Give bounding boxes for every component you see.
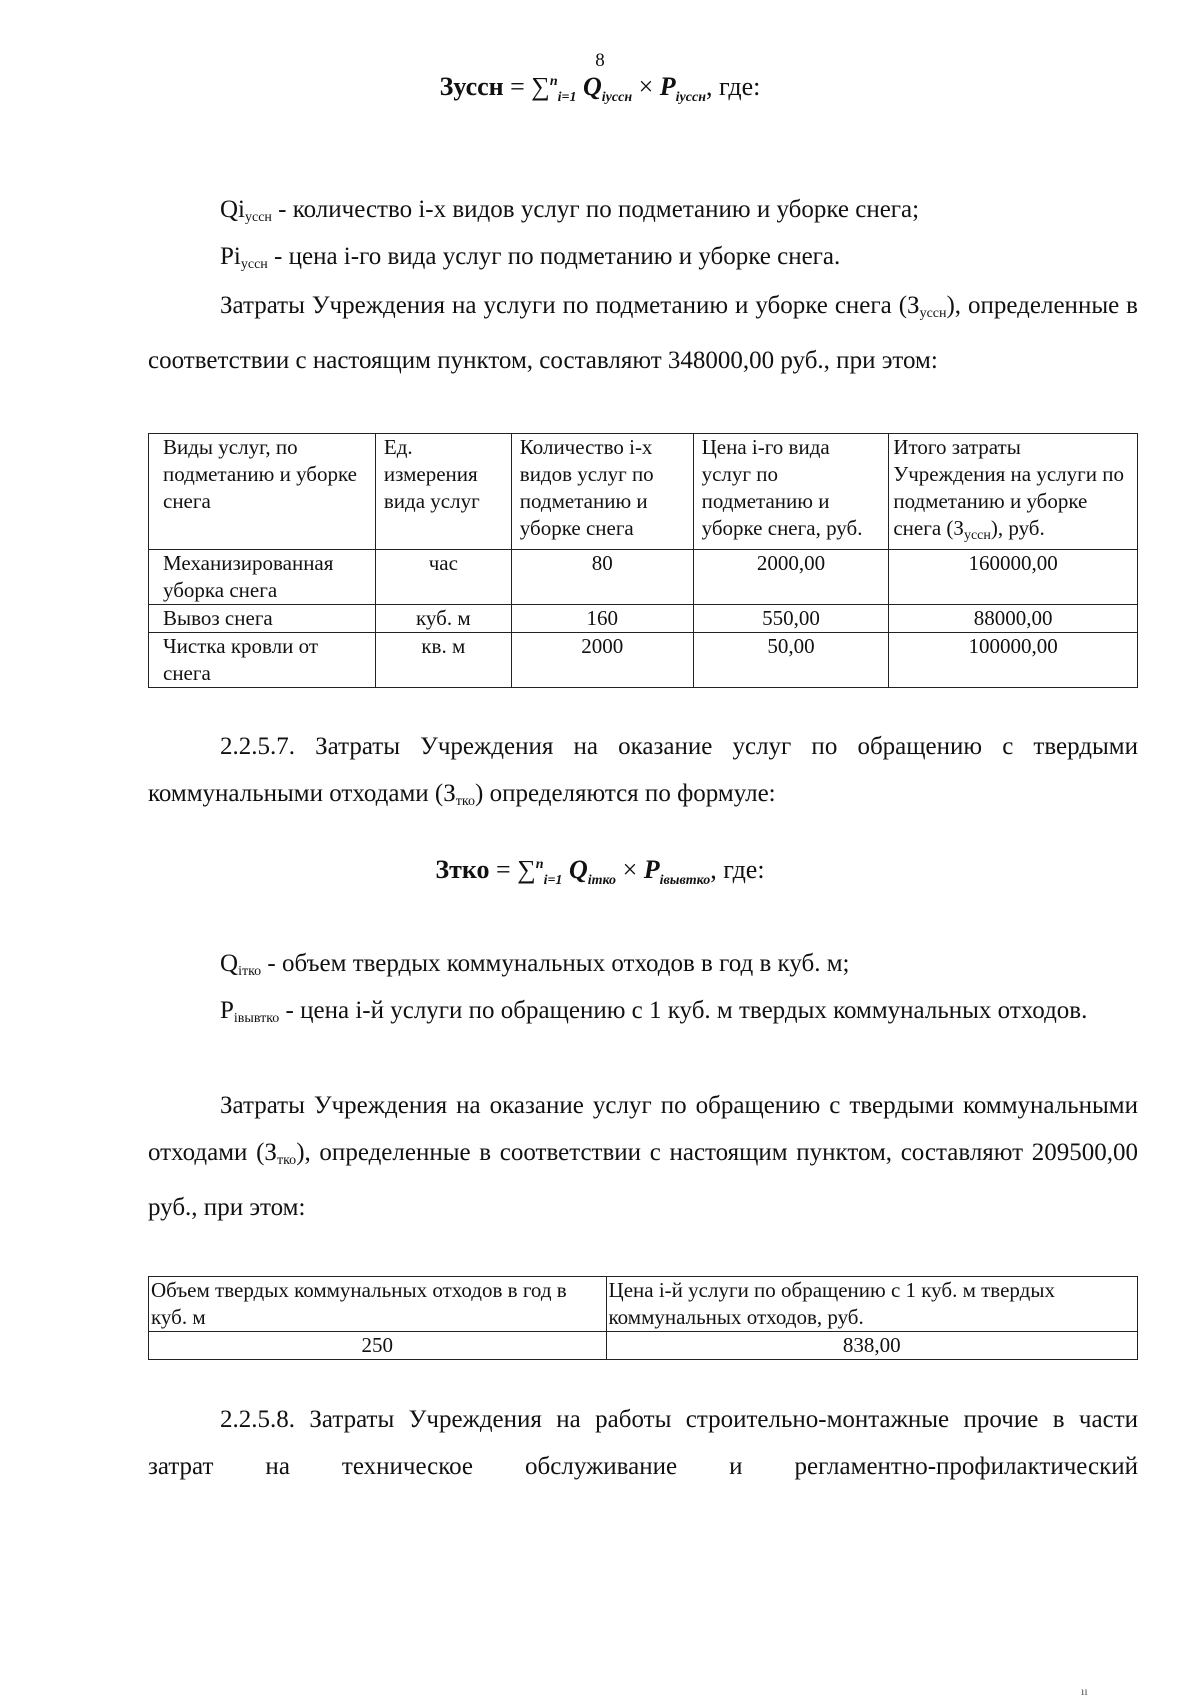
paragraph-waste-intro <box>148 723 1138 825</box>
table-cell: 160 <box>511 605 693 633</box>
table-cell: 50,00 <box>693 633 889 688</box>
table-cell: час <box>375 550 511 605</box>
paragraph-text: ) определяются по формуле: <box>475 780 776 807</box>
sum-symbol-icon: ∑ <box>517 855 536 884</box>
table-cell: 2000 <box>511 633 693 688</box>
times-icon: × <box>622 855 644 884</box>
formula-tail: где: <box>723 855 765 884</box>
formula-equals: = <box>496 855 518 884</box>
formula-q: Q <box>568 855 588 884</box>
definition-p-waste <box>148 987 1138 1042</box>
table-header-cell: Цена i-й услуги по обращению с 1 куб. м твердых коммунальных отходов, руб. <box>606 1277 1137 1332</box>
symbol: Qi <box>220 196 245 223</box>
symbol-sub: iтко <box>238 964 262 979</box>
table-cell: 250 <box>149 1332 607 1360</box>
sum-upper-limit: n <box>549 74 558 89</box>
paragraph-text: Затраты Учреждения на оказание услуг по обращению с твердыми коммунальными отходами (З <box>148 1092 1138 1166</box>
table-cell: 838,00 <box>606 1332 1137 1360</box>
table-row <box>149 1332 1138 1360</box>
formula-p: P <box>659 72 676 101</box>
table-cell: 88000,00 <box>889 605 1138 633</box>
paragraph-text: ), определенные в соответствии с настоящим пунктом, составляют 348000,00 руб., при этом: <box>148 292 1138 374</box>
formula-p-sub: iуссн <box>675 90 706 105</box>
formula-p: P <box>643 855 660 884</box>
paragraph-text: Затраты Учреждения на услуги по подметанию и уборке снега (З <box>220 292 920 319</box>
paragraph-sub: тко <box>276 1153 297 1168</box>
table-header-row <box>149 1277 1138 1332</box>
symbol-sub: уссн <box>240 257 268 272</box>
formula-lhs: Зуссн <box>439 72 504 101</box>
formula-waste-cost <box>0 855 1200 889</box>
definition-text: - цена i-го вида услуг по подметанию и уборке снега. <box>267 243 841 270</box>
page-number: 8 <box>595 50 605 71</box>
table-cell: 160000,00 <box>889 550 1138 605</box>
table-cell: 100000,00 <box>889 633 1138 688</box>
definition-text: - цена i-й услуги по обращению с 1 куб. м твердых коммунальных отходов. <box>279 997 1088 1024</box>
paragraph-sub: тко <box>455 794 475 809</box>
table-header-cell: Ед. измерения вида услуг <box>375 434 511 550</box>
table-row <box>149 633 1138 688</box>
header-sub: уссн <box>963 528 991 543</box>
table-header-cell: Виды услуг, по подметанию и уборке снега <box>149 434 376 550</box>
formula-equals: = <box>510 72 532 101</box>
table-cell: куб. м <box>375 605 511 633</box>
table-header-cell: Количество i-х видов услуг по подметанию и уборке снега <box>511 434 693 550</box>
paragraph-waste-total <box>148 1082 1138 1231</box>
formula-comma: , <box>710 855 724 884</box>
formula-tail: где: <box>718 72 761 101</box>
header-text: Итого затраты Учреждения на услуги по подметанию и уборке снега (З <box>893 435 1124 540</box>
paragraph-sub: уссн <box>919 306 947 321</box>
table-cell: 80 <box>511 550 693 605</box>
formula-q-sub: iтко <box>587 873 617 888</box>
header-text: ), руб. <box>990 516 1045 540</box>
formula-q-sub: iуссн <box>601 90 633 105</box>
paragraph-construction: 2.2.5.8. Затраты Учреждения на работы строительно-монтажные прочие в части затрат на техническое обслуживание и регламентно-профилактический <box>148 1406 1138 1480</box>
table-cell: кв. м <box>375 633 511 688</box>
snow-services-table <box>148 433 1138 688</box>
paragraph-text: ), определенные в соответствии с настоящим пунктом, составляют 209500,00 руб., при этом: <box>148 1139 1138 1221</box>
scan-mark: ıı <box>1081 1684 1088 1698</box>
times-icon: × <box>638 72 660 101</box>
table-header-row <box>149 434 1138 550</box>
definition-p-snow <box>148 233 1138 288</box>
sum-upper-limit: n <box>535 857 544 872</box>
sum-symbol-icon: ∑ <box>531 72 550 101</box>
sum-lower-limit: i=1 <box>543 873 563 888</box>
symbol: Q <box>220 950 239 977</box>
table-header-cell: Цена i-го вида услуг по подметанию и уборке снега, руб. <box>693 434 889 550</box>
symbol-sub: уссн <box>245 210 272 225</box>
table-header-cell <box>889 434 1138 550</box>
formula-q: Q <box>583 72 602 101</box>
table-header-cell: Объем твердых коммунальных отходов в год в куб. м <box>149 1277 607 1332</box>
table-row <box>149 550 1138 605</box>
formula-p-sub: iвывтко <box>659 873 711 888</box>
formula-comma: , <box>705 72 719 101</box>
sum-lower-limit: i=1 <box>557 90 577 105</box>
definition-text: - количество i-х видов услуг по подметанию и уборке снега; <box>271 196 920 223</box>
table-cell: Вывоз снега <box>149 605 376 633</box>
table-cell: Механизированная уборка снега <box>149 550 376 605</box>
formula-snow-cost <box>0 72 1200 106</box>
symbol-sub: iвывтко <box>233 1011 280 1026</box>
table-cell: 2000,00 <box>693 550 889 605</box>
symbol: P <box>220 997 234 1024</box>
definition-text: - объем твердых коммунальных отходов в год в куб. м; <box>261 950 850 977</box>
formula-lhs: Зтко <box>435 855 490 884</box>
paragraph-text: 2.2.5.7. Затраты Учреждения на оказание услуг по обращению с твердыми коммунальными отходами (З <box>148 733 1138 807</box>
symbol: Pi <box>220 243 241 270</box>
waste-table <box>148 1276 1138 1360</box>
table-row <box>149 605 1138 633</box>
paragraph-snow-total <box>148 282 1138 384</box>
table-cell: Чистка кровли от снега <box>149 633 376 688</box>
table-cell: 550,00 <box>693 605 889 633</box>
